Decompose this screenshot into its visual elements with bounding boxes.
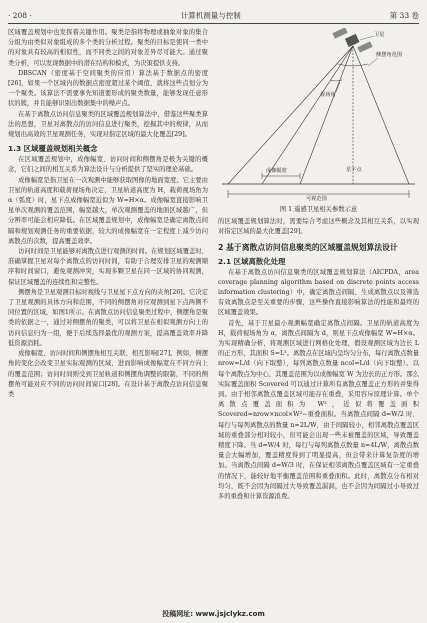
footer-url: 投稿网址: www.jsjclykz.com — [162, 610, 265, 618]
subsection-heading: 2.1 区域离散化处理 — [218, 256, 286, 266]
label-swing-angle: 侧摆角范围 — [376, 52, 402, 58]
paragraph: 在基于离散点访问信息聚类的区域覆盖规划算法中，借鉴这些聚类算法的思想，卫星对离散点的访问信息进行聚类，挖掘其中的规律，从而规划出高效的卫星观测任务，实现对指定区域的最大化覆盖[29]。 — [8, 110, 208, 139]
paragraph: 区域覆盖规划中也发挥着关键作用。聚类是指将物理或抽象对象的集合分组为由类似对象组成的多个类的分析过程。聚类的目标是使同一类中的对象具有较高的相似性，而不同类之间的对象差异尽可能大。通过聚类分析，可以发现数据中的潜在结构和模式，为决策提供支持。 — [8, 29, 208, 67]
figure-1 — [218, 28, 419, 204]
section-heading: 2 基于离散点访问信息聚类的区域覆盖规划算法设计 — [218, 242, 398, 252]
paragraph: 成像幅宽、访问时间和侧摆角相互关联、相互影响[27]。例如，侧摆角的变化会改变卫星实际观测的区域，进而影响成像幅宽在不同方向上的覆盖范围；访问时间则受到卫星轨道和侧摆角调整的限制，不同的侧摆角可能对应不同的访问时间窗口[28]。在设计基于离散点访问信息聚类 — [8, 350, 208, 398]
label-fov: 视场角 — [320, 92, 336, 98]
paragraph: 访问时间是卫星能够对离散点进行观测的时间。在规划区域覆盖时，准确掌握卫星对每个离散点的访问时间，有助于合理安排卫星的观测顺序和时间窗口，避免观测冲突，实现多颗卫星在同一区域的协同观测，保证区域覆盖的连续性和完整性。 — [8, 248, 208, 286]
paragraph: 侧摆角是卫星观测目标时视线与卫星星下点方向的夹角[26]。它决定了卫星观测的具体方向和范围，不同的侧摆角对应观测到星下点两侧不同位置的区域，如图1所示。在离散点访问信息聚类过程中，侧摆角是聚类的依据之一，通过对侧摆角的聚类，可以将卫星在相似观测方向上的访问信息归为一组，便于后续选择最优的观测方案，提高覆盖效率并降低资源消耗。 — [8, 288, 208, 347]
right-column — [218, 28, 419, 502]
page-number: · 208 · — [8, 10, 32, 20]
paragraph: DBSCAN（密度基于空间聚类的应用）算法基于数据点的密度[26]，如果一个区域内的数据点密度超过某个阈值，就将这些点划分为一个聚类。该算法不需要事先知道要形成的聚类数量，能够发现任意形状的簇，并且能够识别出数据集中的噪声点。 — [8, 69, 208, 108]
header-rule — [8, 23, 419, 24]
label-imaging-width: 成像幅宽 — [266, 168, 287, 174]
journal-title: 计算机测量与控制 — [180, 10, 241, 20]
paragraph: 在区域覆盖规划中，成像幅宽、访问时间和侧摆角是极为关键的概念，它们之间的相互关系为算法设计与分析提供了坚实的理论基础。 — [8, 156, 208, 174]
section-heading: 1.3 区域覆盖规划相关概念 — [8, 144, 98, 154]
left-column — [8, 28, 208, 400]
paragraph: 首先，基于卫星最小观测幅宽确定离散点间隔。卫星的轨道高度为 H，载荷视场角为 α，离散点间隔为 d，则星下点成像幅宽 W=H×α。为实现精确分析，将观测区域进行网格化处理，假设观测区域为边长 L 的正方形，其面积 S=L²。离散点在区域内呈均匀分布，每行离散点数量 nrow=L/d（向下取整），每列离散点数量 ncol=L/d（向下取整）。以每个离散点为中心，其覆盖范围为以成像幅宽 W 为边长的正方形。那么实际覆盖面积 Scovered 可以通过计算所有离散点覆盖正方形的并集得到。由于相邻离散点覆盖区域可能存在重叠，采用容斥原理计算。单个离散点覆盖面积为 W²，近似将覆盖面积 Scovered≈nrow×ncol×W²−重叠面积。当离散点间隔 d=W/2 时，每行与每列离散点的数量 n=2L/W，由于间隔较小，相邻离散点覆盖区域的重叠部分相对较小，但可能会出现一些未被覆盖的区域，导致覆盖精度下降。当 d=W/4 时，每行与每列离散点数量 n=4L/W，离散点数量会大幅增加，覆盖精度得到了明显提高，但会带来计算复杂度的增加。当离散点间隔 d=W/3 时，在保证相邻离散点覆盖区域有一定重叠的情况下，能较好地平衡覆盖范围和重叠面积。此时，离散点分布相对均匀，既不会因为间隔过大导致覆盖漏洞，也不会因为间隔过小导致过多的重叠和计算资源浪费。 — [218, 319, 419, 501]
paragraph: 的区域覆盖规划算法时，需要综合考虑这些概念及其相互关系，以实现对指定区域的最大化覆盖[29]。 — [218, 218, 419, 236]
running-header — [8, 8, 419, 22]
label-nadir: 星下点 — [346, 167, 362, 173]
paragraph: 在基于离散点访问信息聚类的区域覆盖规划算法（AICPDA，area coverage planning algorithm based on discrete points access information clustering）中，确定离散点间隔、生成离散点以及筛选有效离散点是至关重要的步骤，这些操作直接影响算法的性能和最终的区域覆盖效果。 — [218, 268, 419, 317]
paragraph: 成像幅宽是指卫星在一次观测中能够获取图像的地面宽度。它主要由卫星的轨道高度和载荷视场角决定，卫星轨道高度为 H，载荷视场角为 α（弧度）时，星下点成像幅宽近似为 W=H×α。成像幅宽直接影响卫星单次观测的覆盖范围，幅宽越大，单次观测覆盖的地面区域越广，但分辨率可能会相应降低。在区域覆盖规划中，成像幅宽是确定离散点间隔和规划观测任务的重要依据，较大的成像幅宽在一定程度上减少访问离散点的次数，提高覆盖效率。 — [8, 176, 208, 245]
label-satellite: 卫星 — [374, 32, 385, 38]
figure-caption: 图 1 遥感卫星相关参数示意 — [279, 206, 358, 213]
volume-label: 第 33 卷 — [389, 10, 419, 20]
label-visible-range: 可视范围 — [306, 196, 327, 202]
satellite-icon — [332, 28, 372, 53]
